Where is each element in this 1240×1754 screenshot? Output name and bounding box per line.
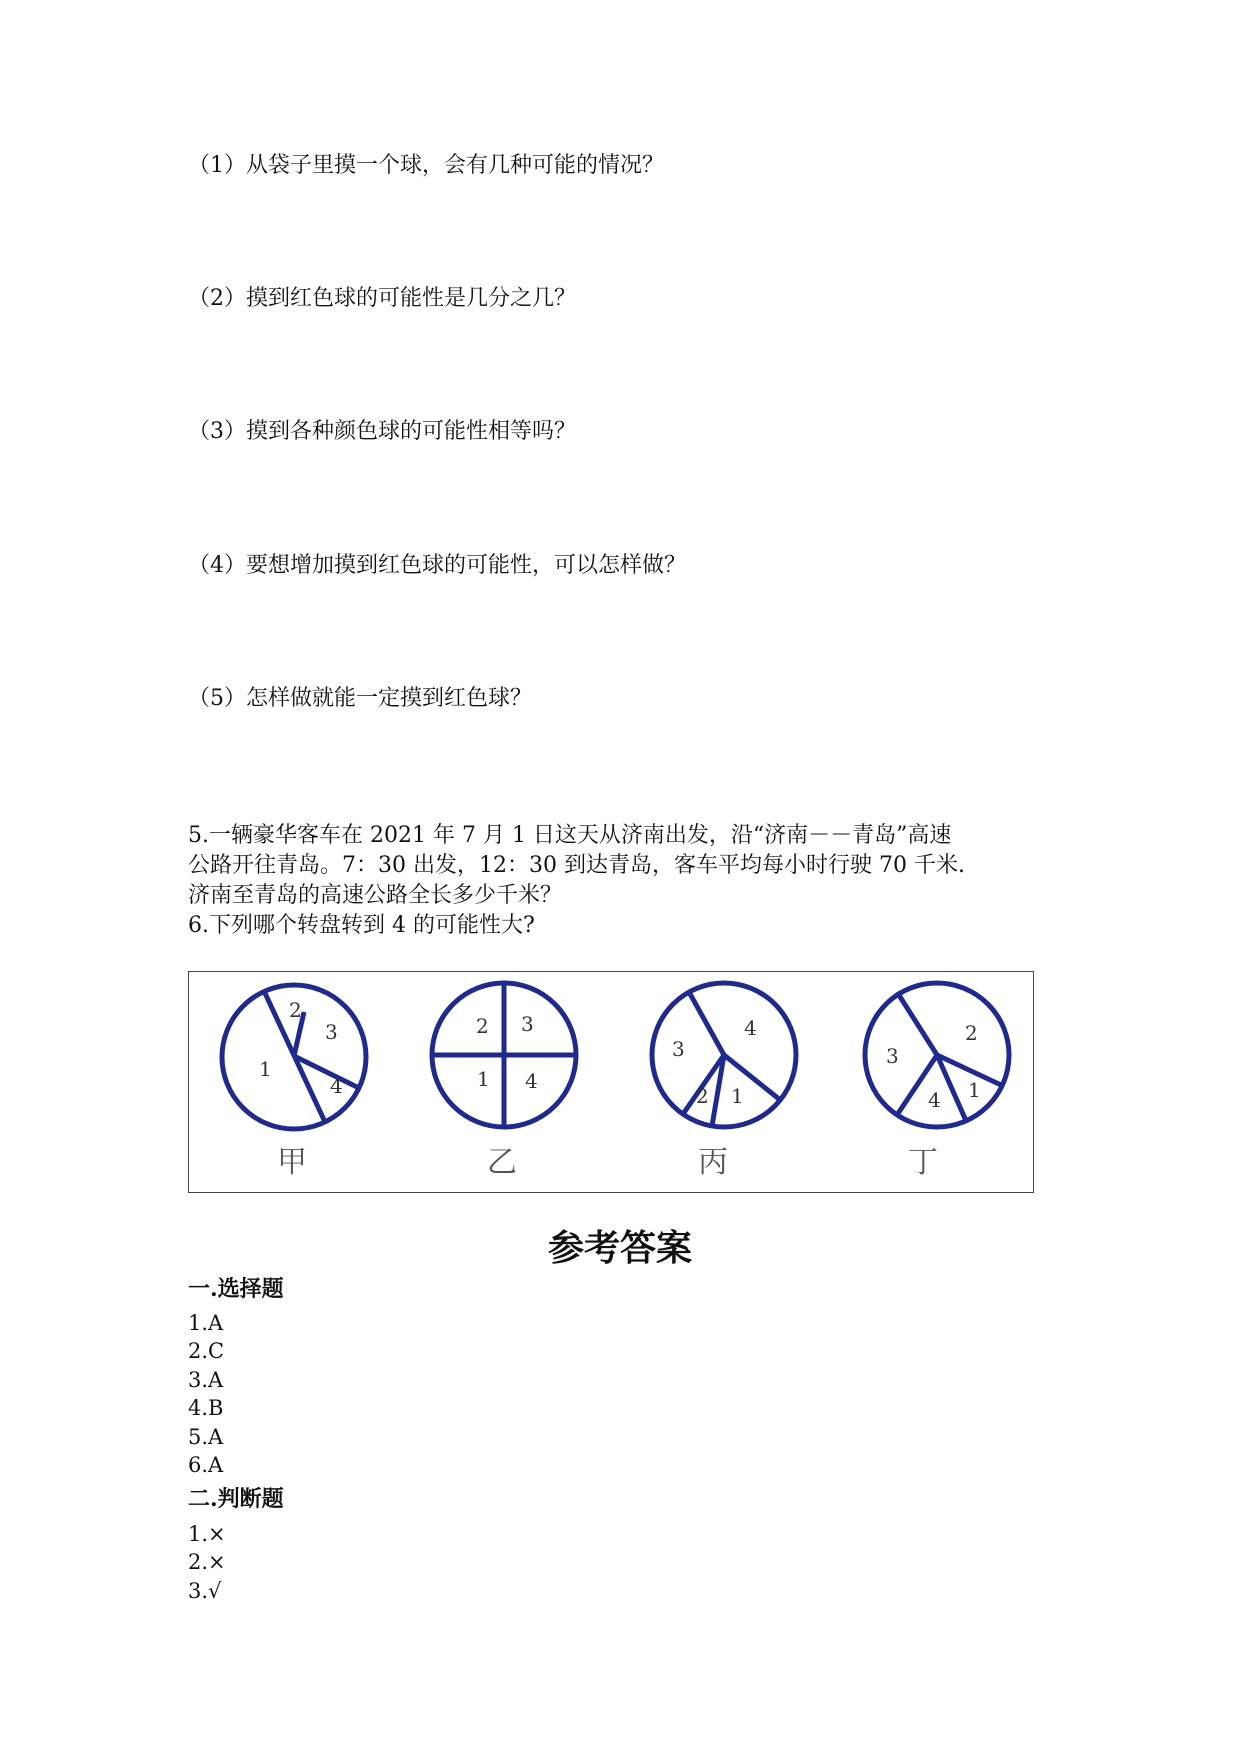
spinner-bing-sector-label: 4 xyxy=(744,1016,757,1040)
answers-section-heading: 一.选择题 xyxy=(188,1276,284,1302)
subquestion-2: （2）摸到红色球的可能性是几分之几？ xyxy=(188,286,576,311)
spinner-ding-sector-label: 1 xyxy=(968,1078,981,1102)
spinner-yi-sector-label: 3 xyxy=(521,1012,534,1036)
answers-title: 参考答案 xyxy=(547,1227,692,1269)
answer-item: 3.A xyxy=(188,1368,224,1392)
spinner-jia-name: 甲 xyxy=(277,1145,307,1180)
spinner-jia-sector-label: 4 xyxy=(330,1074,343,1098)
subquestion-4: （4）要想增加摸到红色球的可能性，可以怎样做？ xyxy=(188,553,686,578)
subquestion-5: （5）怎样做就能一定摸到红色球？ xyxy=(188,686,532,711)
answer-item: 2.C xyxy=(188,1339,225,1363)
answer-item: 1.A xyxy=(188,1311,224,1335)
answer-item: 2.× xyxy=(188,1550,226,1574)
subquestion-3: （3）摸到各种颜色球的可能性相等吗？ xyxy=(188,419,576,444)
spinner-jia-sector-label: 2 xyxy=(289,998,302,1022)
question-6: 6.下列哪个转盘转到 4 的可能性大? xyxy=(188,913,535,938)
spinner-bing-divider xyxy=(689,992,724,1055)
answers-section-heading: 二.判断题 xyxy=(188,1486,284,1512)
question-5-line-1: 5.一辆豪华客车在 2021 年 7 月 1 日这天从济南出发，沿“济南－－青岛”高速 xyxy=(188,823,952,848)
spinner-yi-sector-label: 4 xyxy=(525,1069,538,1093)
spinner-ding-sector-label: 2 xyxy=(965,1021,978,1045)
spinner-jia-sector-label: 3 xyxy=(325,1020,338,1044)
answer-item: 5.A xyxy=(188,1425,224,1449)
spinner-bing-sector-label: 2 xyxy=(696,1084,709,1108)
spinner-yi-sector-label: 1 xyxy=(477,1067,490,1091)
answer-item: 4.B xyxy=(188,1396,224,1420)
spinner-jia-sector-label: 1 xyxy=(259,1057,272,1081)
spinner-bing-name: 丙 xyxy=(698,1145,728,1180)
question-5 xyxy=(188,821,1068,941)
spinner-ding-divider xyxy=(897,992,937,1055)
answer-item: 1.× xyxy=(188,1522,226,1546)
spinner-ding-sector-label: 3 xyxy=(886,1044,899,1068)
spinner-yi-name: 乙 xyxy=(487,1145,517,1180)
spinner-figure xyxy=(188,971,1034,1193)
spinner-bing-sector-label: 1 xyxy=(731,1084,744,1108)
answer-item: 6.A xyxy=(188,1453,224,1477)
question-5-line-3: 济南至青岛的高速公路全长多少千米？ xyxy=(188,883,563,908)
spinner-diagram xyxy=(189,972,1032,1191)
question-5-line-2: 公路开往青岛。7：30 出发，12：30 到达青岛，客车平均每小时行驶 70 千米. xyxy=(188,853,965,878)
spinner-ding-name: 丁 xyxy=(908,1145,938,1180)
spinner-yi-sector-label: 2 xyxy=(476,1014,489,1038)
spinner-ding-sector-label: 4 xyxy=(928,1088,941,1112)
subquestion-1: （1）从袋子里摸一个球，会有几种可能的情况？ xyxy=(188,153,664,178)
answer-item: 3.√ xyxy=(188,1579,222,1603)
spinner-bing-sector-label: 3 xyxy=(672,1037,685,1061)
